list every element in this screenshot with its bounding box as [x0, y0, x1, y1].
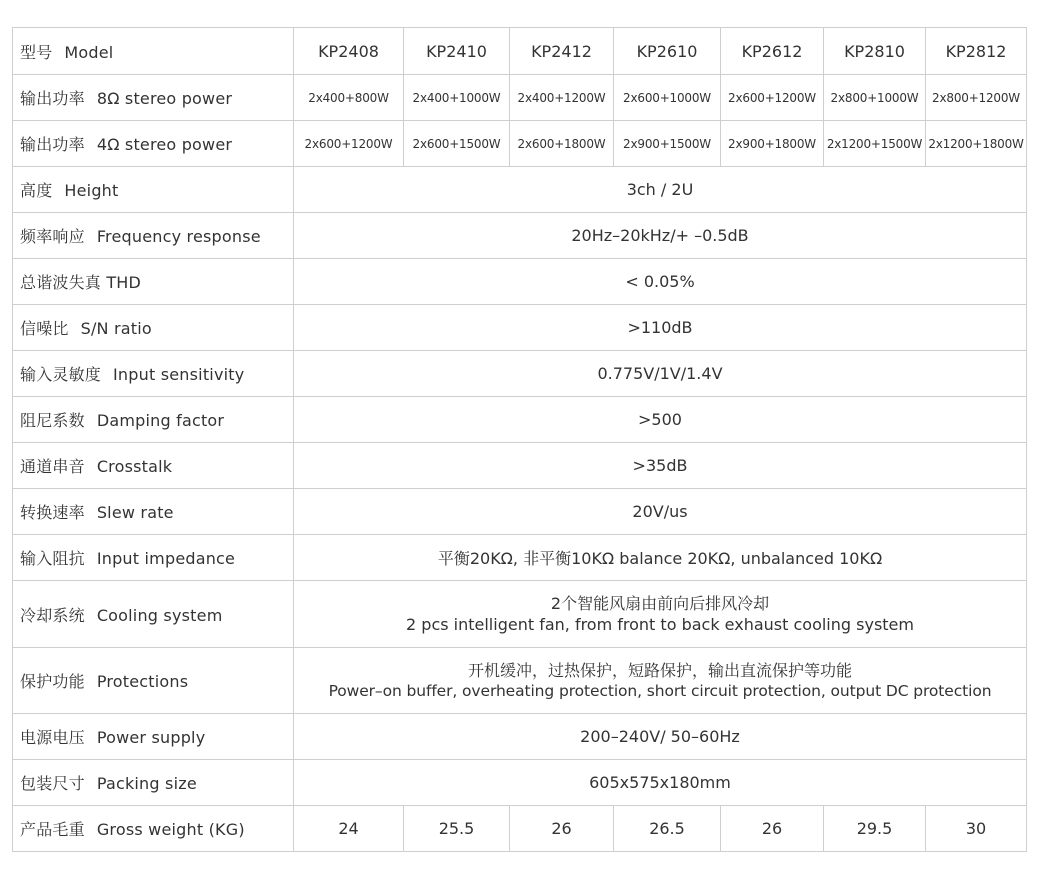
row-label-en: Input impedance	[96, 549, 236, 568]
value-cell: 3ch / 2U	[294, 167, 1027, 213]
value-line-cn: 2个智能风扇由前向后排风冷却	[550, 594, 770, 613]
power-cell: 2x400+800W	[294, 75, 404, 121]
row-label-cn: 包装尺寸	[20, 774, 85, 793]
row-label-en: 8Ω stereo power	[96, 89, 233, 108]
model-cell: KP2610	[614, 28, 721, 75]
row-label	[13, 28, 294, 75]
value-cell	[294, 581, 1027, 648]
weight-cell: 26	[721, 806, 824, 852]
row-label-en: Height	[64, 181, 119, 200]
row-label-cn: 信噪比	[20, 319, 69, 338]
row-label-cn: 输出功率	[20, 89, 85, 108]
row-label	[13, 535, 294, 581]
row-label-cn: 转换速率	[20, 503, 85, 522]
row-label-cn: 输入阻抗	[20, 549, 85, 568]
row-label-en: THD	[106, 273, 142, 292]
row-label	[13, 648, 294, 714]
row-label	[13, 75, 294, 121]
power-cell: 2x600+1500W	[404, 121, 510, 167]
crosstalk-row	[13, 443, 1027, 489]
value-cell: 605x575x180mm	[294, 760, 1027, 806]
model-cell: KP2812	[926, 28, 1027, 75]
row-label-en: Model	[64, 42, 114, 62]
row-label	[13, 489, 294, 535]
value-cell: 0.775V/1V/1.4V	[294, 351, 1027, 397]
row-label-cn: 高度	[20, 181, 53, 200]
row-label	[13, 259, 294, 305]
value-cell: 20Hz–20kHz/+ –0.5dB	[294, 213, 1027, 259]
packing-row	[13, 760, 1027, 806]
frequency-row	[13, 213, 1027, 259]
value-cell: >110dB	[294, 305, 1027, 351]
model-cell: KP2410	[404, 28, 510, 75]
value-line-en: 2 pcs intelligent fan, from front to back exhaust cooling system	[406, 615, 914, 634]
sensitivity-row	[13, 351, 1027, 397]
power-cell: 2x400+1000W	[404, 75, 510, 121]
row-label-cn: 冷却系统	[20, 605, 85, 625]
damping-row	[13, 397, 1027, 443]
power-cell: 2x900+1500W	[614, 121, 721, 167]
row-label-en: Crosstalk	[96, 457, 173, 476]
value-cell: 200–240V/ 50–60Hz	[294, 714, 1027, 760]
header-row	[13, 28, 1027, 75]
power-cell: 2x600+1800W	[510, 121, 614, 167]
row-label	[13, 305, 294, 351]
protections-row	[13, 648, 1027, 714]
model-cell: KP2408	[294, 28, 404, 75]
row-label	[13, 806, 294, 852]
row-label	[13, 167, 294, 213]
row-label	[13, 397, 294, 443]
row-label-cn: 总谐波失真	[20, 273, 102, 292]
weight-cell: 29.5	[824, 806, 926, 852]
value-cell: >500	[294, 397, 1027, 443]
row-label-cn: 输入灵敏度	[20, 365, 102, 384]
row-label-cn: 保护功能	[20, 672, 85, 691]
value-cell: 20V/us	[294, 489, 1027, 535]
power-cell: 2x600+1000W	[614, 75, 721, 121]
row-label-en: Frequency response	[96, 227, 261, 246]
cooling-row	[13, 581, 1027, 648]
row-label	[13, 760, 294, 806]
model-cell: KP2412	[510, 28, 614, 75]
row-label-en: Power supply	[96, 728, 206, 747]
row-label-en: Input sensitivity	[113, 365, 245, 384]
row-label-en: 4Ω stereo power	[96, 135, 233, 154]
row-label-en: Slew rate	[96, 503, 174, 522]
spec-table	[12, 27, 1027, 852]
value-cell: >35dB	[294, 443, 1027, 489]
row-label-en: S/N ratio	[80, 319, 152, 338]
value-cell: 平衡20KΩ, 非平衡10KΩ balance 20KΩ, unbalanced 10KΩ	[294, 535, 1027, 581]
row-label-en: Damping factor	[96, 411, 225, 430]
power-4ohm-row	[13, 121, 1027, 167]
row-label	[13, 714, 294, 760]
weight-cell: 26.5	[614, 806, 721, 852]
power-cell: 2x600+1200W	[294, 121, 404, 167]
power-cell: 2x1200+1500W	[824, 121, 926, 167]
row-label	[13, 443, 294, 489]
row-label	[13, 581, 294, 648]
row-label-en: Protections	[96, 672, 189, 691]
row-label-cn: 频率响应	[20, 227, 85, 246]
row-label-en: Gross weight (KG)	[96, 820, 245, 839]
model-cell: KP2810	[824, 28, 926, 75]
power-cell: 2x900+1800W	[721, 121, 824, 167]
weight-cell: 24	[294, 806, 404, 852]
weight-cell: 26	[510, 806, 614, 852]
value-line-cn: 开机缓冲，过热保护，短路保护，输出直流保护等功能	[467, 660, 852, 680]
row-label-en: Packing size	[96, 774, 197, 793]
power-supply-row	[13, 714, 1027, 760]
value-line-en: Power–on buffer, overheating protection, short circuit protection, output DC protection	[328, 681, 992, 700]
power-cell: 2x1200+1800W	[926, 121, 1027, 167]
row-label-cn: 输出功率	[20, 135, 85, 154]
weight-cell: 30	[926, 806, 1027, 852]
value-cell	[294, 648, 1027, 714]
power-cell: 2x600+1200W	[721, 75, 824, 121]
power-cell: 2x400+1200W	[510, 75, 614, 121]
row-label-cn: 电源电压	[20, 728, 85, 747]
value-cell: < 0.05%	[294, 259, 1027, 305]
power-cell: 2x800+1000W	[824, 75, 926, 121]
power-cell: 2x800+1200W	[926, 75, 1027, 121]
row-label	[13, 351, 294, 397]
row-label	[13, 213, 294, 259]
weight-row	[13, 806, 1027, 852]
power-8ohm-row	[13, 75, 1027, 121]
row-label-cn: 阻尼系数	[20, 411, 85, 430]
model-cell: KP2612	[721, 28, 824, 75]
impedance-row	[13, 535, 1027, 581]
weight-cell: 25.5	[404, 806, 510, 852]
row-label	[13, 121, 294, 167]
row-label-en: Cooling system	[96, 605, 223, 625]
row-label-cn: 产品毛重	[20, 820, 85, 839]
row-label-cn: 型号	[20, 42, 53, 62]
height-row	[13, 167, 1027, 213]
slew-row	[13, 489, 1027, 535]
row-label-cn: 通道串音	[20, 457, 85, 476]
thd-row	[13, 259, 1027, 305]
sn-row	[13, 305, 1027, 351]
